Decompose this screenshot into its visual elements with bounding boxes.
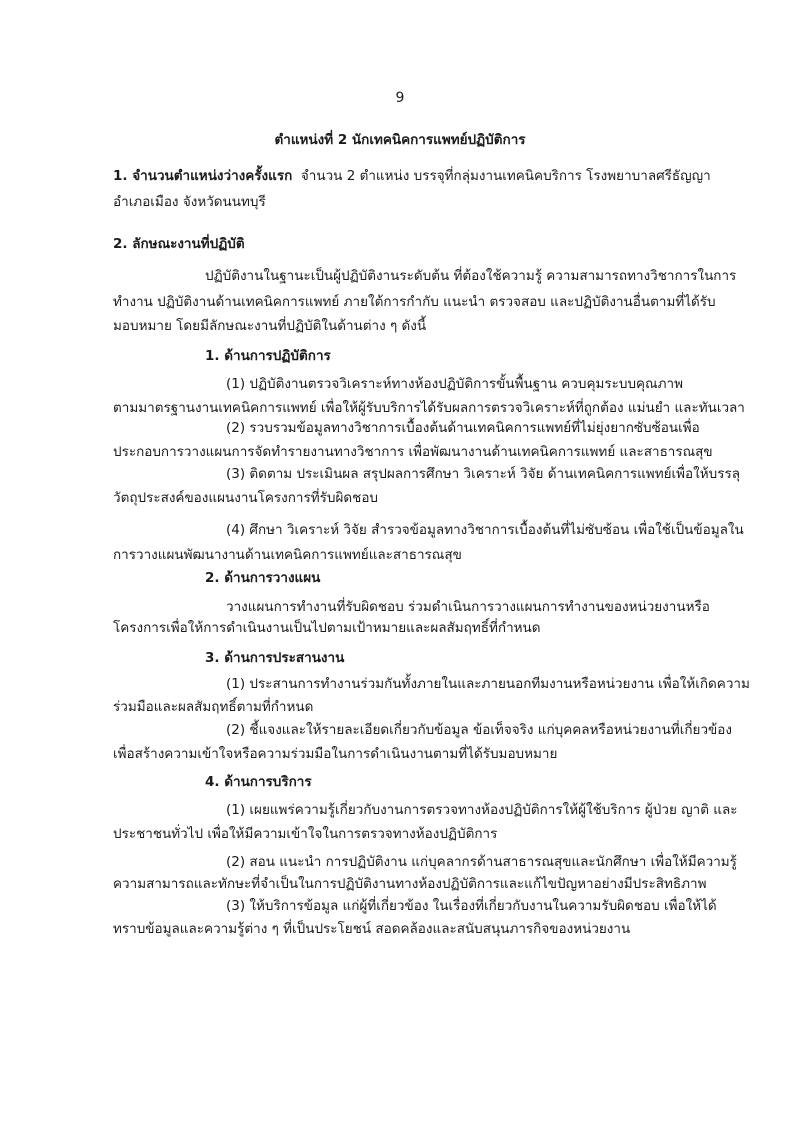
item-line: (2) ชี้แจงและให้รายละเอียดเกี่ยวกับข้อมูล ข้อเท็จจริง แก่บุคคลหรือหน่วยงานที่เกี่ยวข้อง <box>226 722 732 738</box>
item-line: (1) ประสานการทำงานร่วมกันทั้งภายในและภายนอกทีมงานหรือหน่วยงาน เพื่อให้เกิดความ <box>226 676 750 692</box>
item-line: ร่วมมือและผลสัมฤทธิ์ตามที่กำหนด <box>113 699 314 715</box>
item-line: เพื่อสร้างความเข้าใจหรือความร่วมมือในการดำเนินงานตามที่ได้รับมอบหมาย <box>113 746 558 762</box>
item-line: ประกอบการวางแผนการจัดทำรายงานทางวิชาการ เพื่อพัฒนางานด้านเทคนิคการแพทย์ และสาธารณสุข <box>113 444 713 460</box>
item-line: (2) รวบรวมข้อมูลทางวิชาการเบื้องต้นด้านเทคนิคการแพทย์ที่ไม่ยุ่งยากซับซ้อนเพื่อ <box>226 420 700 436</box>
position-title: ตำแหน่งที่ 2 นักเทคนิคการแพทย์ปฏิบัติการ <box>274 132 526 148</box>
paragraph-line: วางแผนการทำงานที่รับผิดชอบ ร่วมดำเนินการวางแผนการทำงานของหน่วยงานหรือ <box>226 599 710 615</box>
vacancy-location: อำเภอเมือง จังหวัดนนทบุรี <box>113 194 266 210</box>
item-line: (4) ศึกษา วิเคราะห์ วิจัย สำรวจข้อมูลทางวิชาการเบื้องต้นที่ไม่ซับซ้อน เพื่อใช้เป็นข้อมูลใน <box>226 522 744 538</box>
section-heading: 1. จำนวนตำแหน่งว่างครั้งแรก <box>113 168 293 184</box>
paragraph-line: ปฏิบัติงานในฐานะเป็นผู้ปฏิบัติงานระดับต้น ที่ต้องใช้ความรู้ ความสามารถทางวิชาการในการ <box>205 268 737 284</box>
item-line: ความสามารถและทักษะที่จำเป็นในการปฏิบัติงานทางห้องปฏิบัติการและแก้ไขปัญหาอย่างมีประสิทธิภาพ <box>113 876 707 892</box>
paragraph-line: มอบหมาย โดยมีลักษณะงานที่ปฏิบัติในด้านต่าง ๆ ดังนี้ <box>113 318 427 334</box>
item-line: วัตถุประสงค์ของแผนงานโครงการที่รับผิดชอบ <box>113 490 378 506</box>
item-line: (3) ติดตาม ประเมินผล สรุปผลการศึกษา วิเคราะห์ วิจัย ด้านเทคนิคการแพทย์เพื่อให้บรรลุ <box>226 466 740 482</box>
item-line: (1) เผยแพร่ความรู้เกี่ยวกับงานการตรวจทางห้องปฏิบัติการให้ผู้ใช้บริการ ผู้ป่วย ญาติ และ <box>226 802 738 818</box>
vacancy-detail: จำนวน 2 ตำแหน่ง บรรจุที่กลุ่มงานเทคนิคบริการ โรงพยาบาลศรีธัญญา <box>300 168 711 184</box>
subsection-heading: 2. ด้านการวางแผน <box>205 570 321 586</box>
item-line: การวางแผนพัฒนางานด้านเทคนิคการแพทย์และสาธารณสุข <box>113 547 462 563</box>
item-line: (1) ปฏิบัติงานตรวจวิเคราะห์ทางห้องปฏิบัติการขั้นพื้นฐาน ควบคุมระบบคุณภาพ <box>226 376 683 392</box>
section-heading: 2. ลักษณะงานที่ปฏิบัติ <box>113 236 245 252</box>
paragraph-line: โครงการเพื่อให้การดำเนินงานเป็นไปตามเป้าหมายและผลสัมฤทธิ์ที่กำหนด <box>113 620 541 636</box>
page-number: 9 <box>395 90 405 106</box>
item-line: ตามมาตรฐานงานเทคนิคการแพทย์ เพื่อให้ผู้รับบริการได้รับผลการตรวจวิเคราะห์ที่ถูกต้อง แม่นยำ และทันเวลา <box>113 400 745 416</box>
item-line: (2) สอน แนะนำ การปฏิบัติงาน แก่บุคลากรด้านสาธารณสุขและนักศึกษา เพื่อให้มีความรู้ <box>226 854 737 870</box>
item-line: (3) ให้บริการข้อมูล แก่ผู้ที่เกี่ยวข้อง ในเรื่องที่เกี่ยวกับงานในความรับผิดชอบ เพื่อให้ได้ <box>226 898 717 914</box>
subsection-heading: 4. ด้านการบริการ <box>205 774 312 790</box>
subsection-heading: 3. ด้านการประสานงาน <box>205 650 345 666</box>
item-line: ประชาชนทั่วไป เพื่อให้มีความเข้าใจในการตรวจทางห้องปฏิบัติการ <box>113 826 498 842</box>
paragraph-line: ทำงาน ปฏิบัติงานด้านเทคนิคการแพทย์ ภายใต้การกำกับ แนะนำ ตรวจสอบ และปฏิบัติงานอื่นตามที่ได้รับ <box>113 294 716 310</box>
subsection-heading: 1. ด้านการปฏิบัติการ <box>205 348 331 364</box>
item-line: ทราบข้อมูลและความรู้ต่าง ๆ ที่เป็นประโยชน์ สอดคล้องและสนับสนุนภารกิจของหน่วยงาน <box>113 921 631 937</box>
